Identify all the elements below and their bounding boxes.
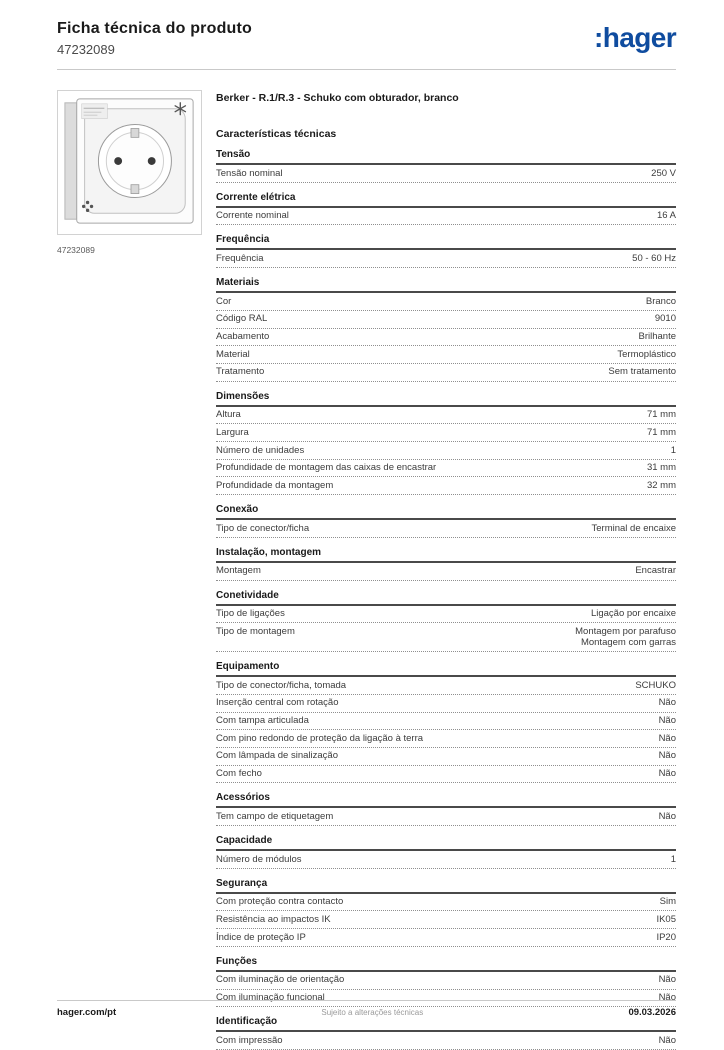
spec-value: 31 mm — [646, 462, 676, 474]
spec-label: Acabamento — [216, 331, 270, 343]
spec-label: Altura — [216, 409, 241, 421]
spec-value: 16 A — [656, 210, 676, 222]
spec-label: Tratamento — [216, 366, 265, 378]
spec-label: Com impressão — [216, 1034, 283, 1046]
header-left — [57, 20, 252, 57]
spec-row — [216, 695, 676, 713]
spec-label: Tipo de conector/ficha — [216, 522, 310, 534]
spec-row — [216, 894, 676, 912]
spec-value: Não — [658, 974, 676, 986]
spec-label: Código RAL — [216, 313, 268, 325]
header — [57, 20, 676, 70]
spec-row — [216, 424, 676, 442]
spec-row — [216, 623, 676, 652]
spec-value: Não — [658, 697, 676, 709]
spec-value: 1 — [670, 444, 676, 456]
section-title: Dimensões — [216, 391, 676, 407]
spec-row — [216, 477, 676, 495]
spec-row — [216, 165, 676, 183]
spec-row — [216, 346, 676, 364]
spec-value: Brilhante — [638, 331, 676, 343]
spec-value: Termoplástico — [617, 348, 676, 360]
spec-value: 71 mm — [646, 409, 676, 421]
spec-label: Corrente nominal — [216, 210, 289, 222]
product-image — [57, 90, 202, 235]
spec-row — [216, 442, 676, 460]
section-title: Corrente elétrica — [216, 192, 676, 208]
spec-value: Encastrar — [635, 565, 676, 577]
section-title: Tensão — [216, 149, 676, 165]
section-title: Conexão — [216, 504, 676, 520]
spec-row — [216, 364, 676, 382]
footer-date: 09.03.2026 — [628, 1007, 676, 1018]
spec-section — [216, 149, 676, 183]
spec-section — [216, 547, 676, 581]
spec-value: Não — [658, 1034, 676, 1046]
spec-row — [216, 677, 676, 695]
section-title: Capacidade — [216, 835, 676, 851]
spec-label: Tem campo de etiquetagem — [216, 810, 334, 822]
spec-row — [216, 748, 676, 766]
spec-label: Frequência — [216, 252, 264, 264]
spec-label: Índice de proteção IP — [216, 931, 306, 943]
section-title: Funções — [216, 956, 676, 972]
spec-value: SCHUKO — [635, 679, 676, 691]
spec-section — [216, 234, 676, 268]
spec-label: Tensão nominal — [216, 167, 283, 179]
section-title: Materiais — [216, 277, 676, 293]
image-column — [57, 90, 202, 1050]
spec-value: Não — [658, 992, 676, 1004]
spec-value: 1 — [670, 853, 676, 865]
spec-value: Sim — [659, 896, 676, 908]
hager-logo: :hager — [594, 22, 676, 53]
section-title: Identificação — [216, 1016, 676, 1032]
socket-drawing — [58, 91, 201, 234]
spec-column — [216, 90, 676, 1050]
spec-section — [216, 792, 676, 826]
spec-row — [216, 520, 676, 538]
spec-row — [216, 329, 676, 347]
spec-section — [216, 192, 676, 226]
spec-row — [216, 407, 676, 425]
spec-label: Com proteção contra contacto — [216, 896, 344, 908]
spec-label: Montagem — [216, 565, 261, 577]
spec-section — [216, 878, 676, 947]
spec-value: Não — [658, 768, 676, 780]
spec-row — [216, 606, 676, 624]
spec-row — [216, 929, 676, 947]
spec-label: Cor — [216, 295, 232, 307]
spec-row — [216, 808, 676, 826]
spec-value: IK05 — [656, 913, 676, 925]
spec-label: Profundidade da montagem — [216, 479, 334, 491]
product-code: 47232089 — [57, 42, 115, 57]
spec-label: Material — [216, 348, 250, 360]
footer-site-link: hager.com/pt — [57, 1007, 117, 1018]
spec-row — [216, 972, 676, 990]
spec-row — [216, 250, 676, 268]
spec-value: 50 - 60 Hz — [632, 252, 676, 264]
spec-value: Terminal de encaixe — [591, 522, 676, 534]
spec-label: Com tampa articulada — [216, 715, 309, 727]
spec-row — [216, 311, 676, 329]
spec-value: 9010 — [654, 313, 676, 325]
spec-section — [216, 391, 676, 496]
spec-label: Com lâmpada de sinalização — [216, 750, 338, 762]
spec-row — [216, 208, 676, 226]
section-title: Conetividade — [216, 590, 676, 606]
spec-value: Sem tratamento — [608, 366, 676, 378]
spec-label: Tipo de montagem — [216, 625, 295, 637]
spec-label: Com pino redondo de proteção da ligação à terra — [216, 732, 424, 744]
spec-section — [216, 277, 676, 382]
spec-row — [216, 1032, 676, 1050]
spec-row — [216, 851, 676, 869]
spec-value: Não — [658, 715, 676, 727]
section-title: Acessórios — [216, 792, 676, 808]
footer-note: Sujeito a alterações técnicas — [321, 1008, 424, 1017]
spec-row — [216, 460, 676, 478]
spec-section — [216, 1016, 676, 1050]
spec-value: 32 mm — [646, 479, 676, 491]
spec-value: Montagem por parafuso Montagem com garras — [575, 625, 676, 648]
spec-label: Inserção central com rotação — [216, 697, 339, 709]
spec-row — [216, 730, 676, 748]
spec-row — [216, 766, 676, 784]
spec-row — [216, 293, 676, 311]
content — [57, 90, 676, 1050]
spec-label: Tipo de ligações — [216, 608, 285, 620]
spec-section — [216, 661, 676, 783]
spec-label: Tipo de conector/ficha, tomada — [216, 679, 347, 691]
section-title: Equipamento — [216, 661, 676, 677]
characteristics-title: Características técnicas — [216, 128, 337, 140]
spec-row — [216, 563, 676, 581]
spec-value: Ligação por encaixe — [590, 608, 676, 620]
section-title: Frequência — [216, 234, 676, 250]
spec-value: IP20 — [656, 931, 676, 943]
spec-label: Número de unidades — [216, 444, 305, 456]
footer — [57, 1000, 676, 1018]
spec-value: Não — [658, 750, 676, 762]
section-title: Instalação, montagem — [216, 547, 676, 563]
page-title: Ficha técnica do produto — [57, 20, 253, 37]
spec-label: Resistência ao impactos IK — [216, 913, 331, 925]
spec-section — [216, 835, 676, 869]
spec-section — [216, 590, 676, 653]
spec-value: Branco — [645, 295, 676, 307]
spec-label: Número de módulos — [216, 853, 302, 865]
spec-label: Com iluminação de orientação — [216, 974, 345, 986]
section-title: Segurança — [216, 878, 676, 894]
spec-value: 250 V — [651, 167, 676, 179]
spec-label: Com iluminação funcional — [216, 992, 325, 1004]
product-name: Berker - R.1/R.3 - Schuko com obturador, branco — [216, 92, 459, 104]
spec-label: Com fecho — [216, 768, 262, 780]
spec-row — [216, 713, 676, 731]
spec-value: Não — [658, 810, 676, 822]
spec-value: Não — [658, 732, 676, 744]
spec-label: Profundidade de montagem das caixas de encastrar — [216, 462, 437, 474]
product-image-caption: 47232089 — [57, 245, 95, 255]
spec-row — [216, 911, 676, 929]
spec-sections — [216, 149, 676, 1050]
spec-section — [216, 504, 676, 538]
spec-value: 71 mm — [646, 426, 676, 438]
spec-label: Largura — [216, 426, 249, 438]
